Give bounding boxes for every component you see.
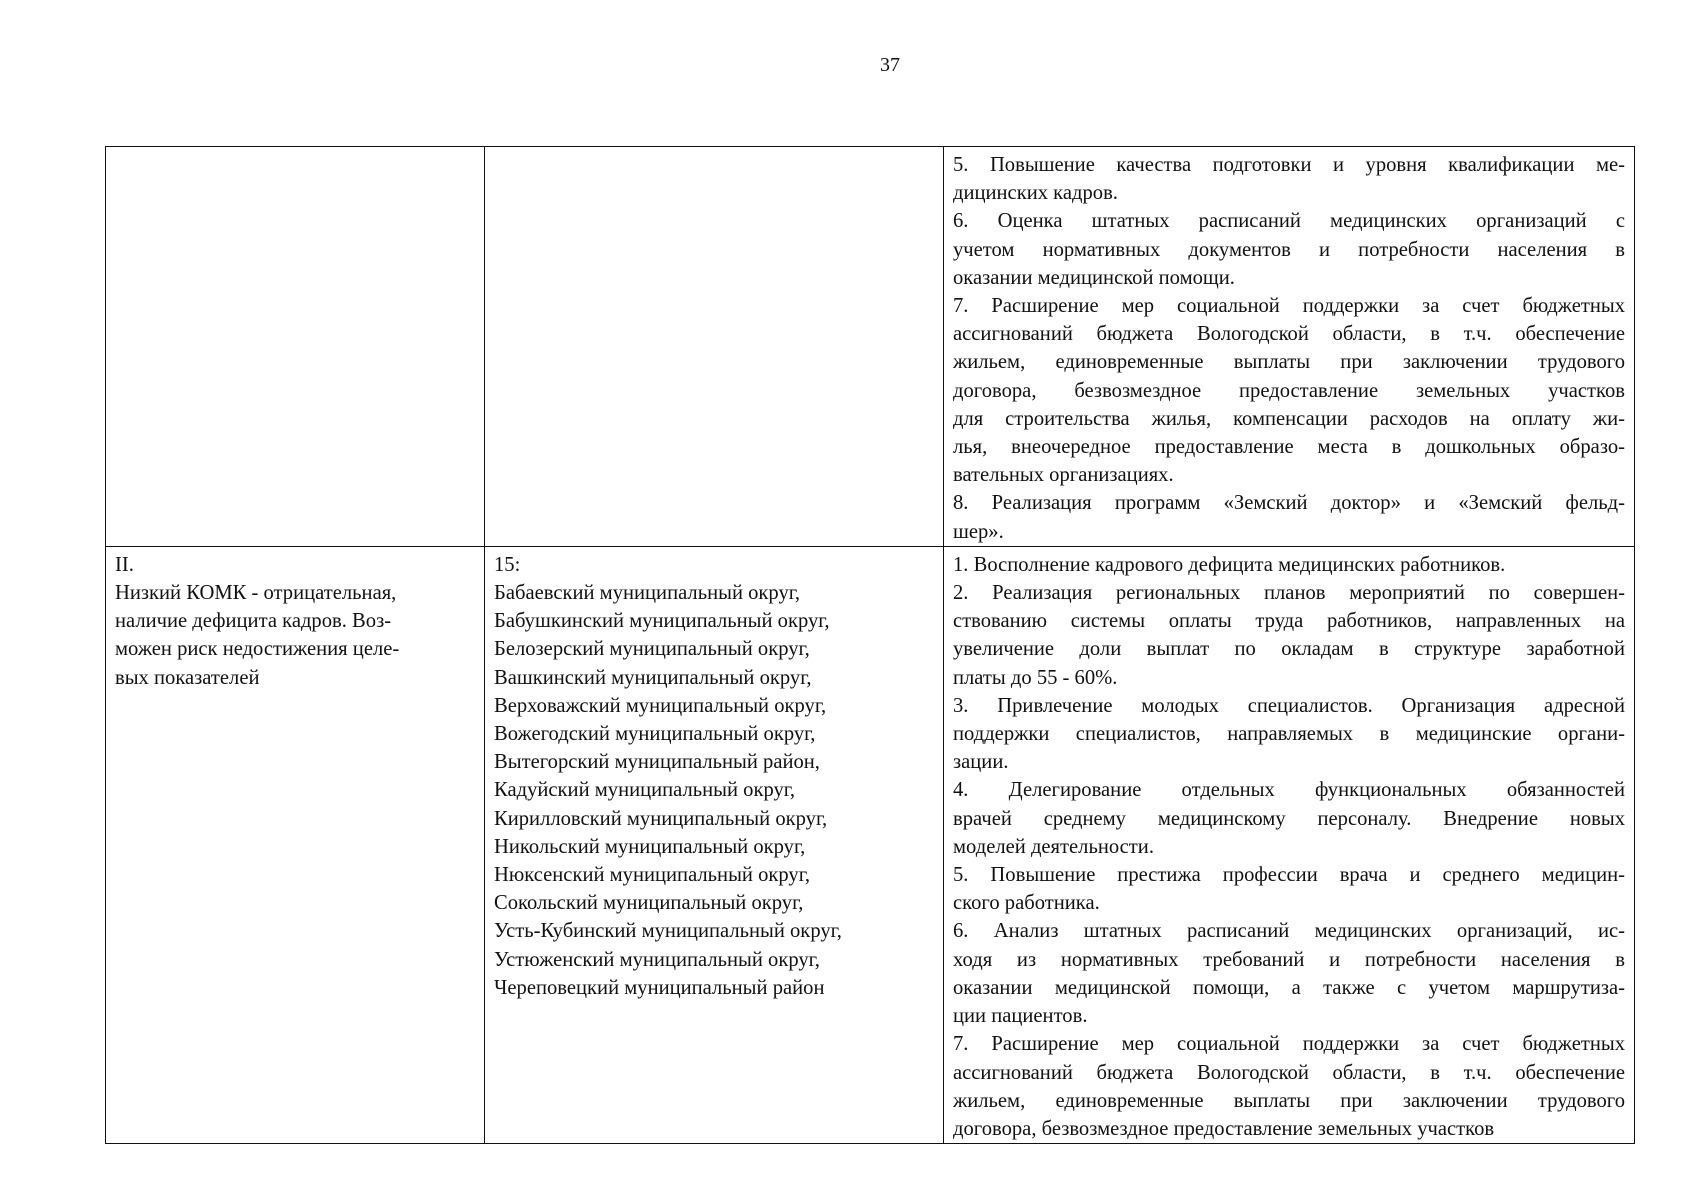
measure-line: ассигнований бюджета Вологодской области, в т.ч. обеспечение bbox=[953, 323, 1625, 346]
measure-item bbox=[953, 692, 1625, 777]
district-item: Никольский муниципальный округ, bbox=[494, 835, 806, 858]
measure-item bbox=[953, 292, 1625, 489]
measure-line: увеличение доли выплат по окладам в структуре заработной bbox=[953, 638, 1625, 661]
measure-line: 2. Реализация региональных планов мероприятий по совершен- bbox=[953, 582, 1625, 605]
measure-item bbox=[953, 551, 1625, 579]
district-item: Кирилловский муниципальный округ, bbox=[494, 807, 828, 830]
group-number: II. bbox=[115, 553, 134, 576]
description-line: можен риск недостижения целе- bbox=[115, 638, 400, 661]
measure-line: 1. Восполнение кадрового дефицита медицинских работников. bbox=[953, 553, 1506, 576]
table-row bbox=[106, 147, 1635, 547]
district-count: 15: bbox=[494, 553, 521, 576]
districts-cell bbox=[485, 147, 944, 547]
measure-line: 6. Оценка штатных расписаний медицинских организаций с bbox=[953, 210, 1625, 233]
measure-line: 3. Привлечение молодых специалистов. Организация адресной bbox=[953, 694, 1625, 717]
measure-line: врачей среднему медицинскому персоналу. Внедрение новых bbox=[953, 807, 1625, 830]
district-item: Кадуйский муниципальный округ, bbox=[494, 779, 796, 802]
measure-line: ассигнований бюджета Вологодской области, в т.ч. обеспечение bbox=[953, 1061, 1625, 1084]
page-number: 37 bbox=[880, 54, 900, 76]
measures-table bbox=[105, 146, 1635, 1144]
district-item: Сокольский муниципальный округ, bbox=[494, 892, 804, 915]
district-list bbox=[494, 579, 934, 1002]
measure-item bbox=[953, 579, 1625, 692]
measure-line: жильем, единовременные выплаты при заключении трудового bbox=[953, 1089, 1625, 1112]
measure-line: 6. Анализ штатных расписаний медицинских организаций, ис- bbox=[953, 920, 1625, 943]
measure-line: моделей деятельности. bbox=[953, 835, 1154, 858]
measure-line: платы до 55 - 60%. bbox=[953, 666, 1118, 689]
measure-line: вательных организациях. bbox=[953, 464, 1174, 487]
measures-list bbox=[953, 151, 1625, 546]
measure-line: ского работника. bbox=[953, 892, 1100, 915]
district-item: Нюксенский муниципальный округ, bbox=[494, 864, 810, 887]
measure-line: жильем, единовременные выплаты при заключении трудового bbox=[953, 351, 1625, 374]
measure-item bbox=[953, 207, 1625, 292]
measure-item bbox=[953, 861, 1625, 917]
measure-line: зации. bbox=[953, 751, 1009, 774]
measure-line: 5. Повышение престижа профессии врача и среднего медицин- bbox=[953, 864, 1625, 887]
district-item: Вашкинский муниципальный округ, bbox=[494, 666, 812, 689]
description-line: Низкий КОМК - отрицательная, bbox=[115, 582, 397, 605]
description-line: вых показателей bbox=[115, 666, 260, 689]
district-item: Бабушкинский муниципальный округ, bbox=[494, 610, 830, 633]
measure-line: учетом нормативных документов и потребности населения в bbox=[953, 238, 1625, 261]
table-row bbox=[106, 546, 1635, 1143]
measure-line: ствованию системы оплаты труда работников, направленных на bbox=[953, 610, 1625, 633]
measure-item bbox=[953, 1030, 1625, 1143]
group-cell bbox=[106, 147, 485, 547]
measure-line: 5. Повышение качества подготовки и уровня квалификации ме- bbox=[953, 154, 1625, 176]
measure-line: шер». bbox=[953, 520, 1004, 543]
measure-line: ходя из нормативных требований и потребности населения в bbox=[953, 948, 1625, 971]
measure-line: 8. Реализация программ «Земский доктор» и «Земский фельд- bbox=[953, 492, 1625, 515]
measure-line: 7. Расширение мер социальной поддержки за счет бюджетных bbox=[953, 295, 1625, 318]
measures-list bbox=[953, 551, 1625, 1143]
districts-cell bbox=[485, 546, 944, 1143]
district-item: Верховажский муниципальный округ, bbox=[494, 694, 827, 717]
measure-line: для строительства жилья, компенсации расходов на оплату жи- bbox=[953, 407, 1625, 430]
measure-line: поддержки специалистов, направляемых в медицинские органи- bbox=[953, 723, 1625, 746]
measure-item bbox=[953, 776, 1625, 861]
measures-cell bbox=[944, 147, 1635, 547]
measure-line: 7. Расширение мер социальной поддержки за счет бюджетных bbox=[953, 1033, 1625, 1056]
district-item: Вожегодский муниципальный округ, bbox=[494, 723, 816, 746]
district-item: Бабаевский муниципальный округ, bbox=[494, 582, 801, 605]
district-item: Устюженский муниципальный округ, bbox=[494, 948, 820, 971]
group-cell bbox=[106, 546, 485, 1143]
measure-line: ции пациентов. bbox=[953, 1005, 1088, 1028]
district-item: Череповецкий муниципальный район bbox=[494, 976, 825, 999]
measure-line: 4. Делегирование отдельных функциональных обязанностей bbox=[953, 779, 1625, 802]
measure-item bbox=[953, 151, 1625, 207]
measures-cell bbox=[944, 546, 1635, 1143]
district-item: Усть-Кубинский муниципальный округ, bbox=[494, 920, 842, 943]
measure-line: оказании медицинской помощи, а также с учетом маршрутиза- bbox=[953, 976, 1625, 999]
measure-item bbox=[953, 917, 1625, 1030]
group-description bbox=[115, 579, 475, 692]
measure-item bbox=[953, 489, 1625, 545]
measure-line: оказании медицинской помощи. bbox=[953, 266, 1235, 289]
measure-line: договора, безвозмездное предоставление земельных участков bbox=[953, 1117, 1495, 1140]
district-item: Белозерский муниципальный округ, bbox=[494, 638, 810, 661]
measure-line: лья, внеочередное предоставление места в дошкольных образо- bbox=[953, 436, 1625, 459]
measure-line: дицинских кадров. bbox=[953, 182, 1118, 205]
measure-line: договора, безвозмездное предоставление земельных участков bbox=[953, 379, 1625, 402]
description-line: наличие дефицита кадров. Воз- bbox=[115, 610, 392, 633]
district-item: Вытегорский муниципальный район, bbox=[494, 751, 820, 774]
